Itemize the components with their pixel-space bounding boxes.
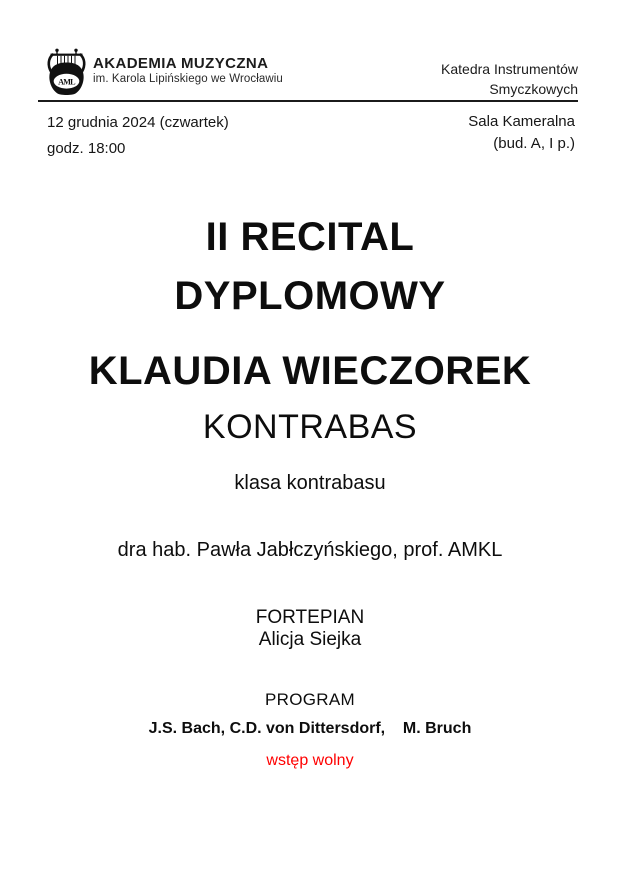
teacher-name: dra hab. Pawła Jabłczyńskiego, prof. AMKL [117,539,503,561]
accompanist-name: Alicja Siejka [258,628,362,650]
program-composers: J.S. Bach, C.D. von Dittersdorf, M. Bruch [148,720,472,737]
event-time: godz. 18:00 [47,140,126,157]
venue-name: Sala Kameralna [468,113,575,130]
department-line1: Katedra Instrumentów [441,61,578,77]
admission-note: wstęp wolny [266,752,354,769]
department-block [441,59,578,99]
program-heading: PROGRAM [265,690,355,709]
accompanist-block [0,607,620,650]
venue-detail: (bud. A, I p.) [493,135,575,152]
performer-name: KLAUDIA WIECZOREK [88,349,532,393]
recital-title-line1: II RECITAL [205,215,415,259]
accompanist-role: FORTEPIAN [255,607,365,628]
recital-title-line2: DYPLOMOWY [174,274,446,318]
academy-subtitle: im. Karola Lipińskiego we Wrocławiu [93,73,283,85]
class-label: klasa kontrabasu [234,472,386,494]
logo-monogram: AML [58,77,75,87]
lyre-icon [45,48,88,97]
event-datetime-block [47,110,229,162]
department-line2: Smyczkowych [489,81,578,97]
header-divider [38,100,578,102]
academy-name: AKADEMIA MUZYCZNA [93,55,269,72]
venue-block [468,111,575,155]
performer-instrument: KONTRABAS [202,408,418,446]
event-date: 12 grudnia 2024 (czwartek) [47,114,229,131]
